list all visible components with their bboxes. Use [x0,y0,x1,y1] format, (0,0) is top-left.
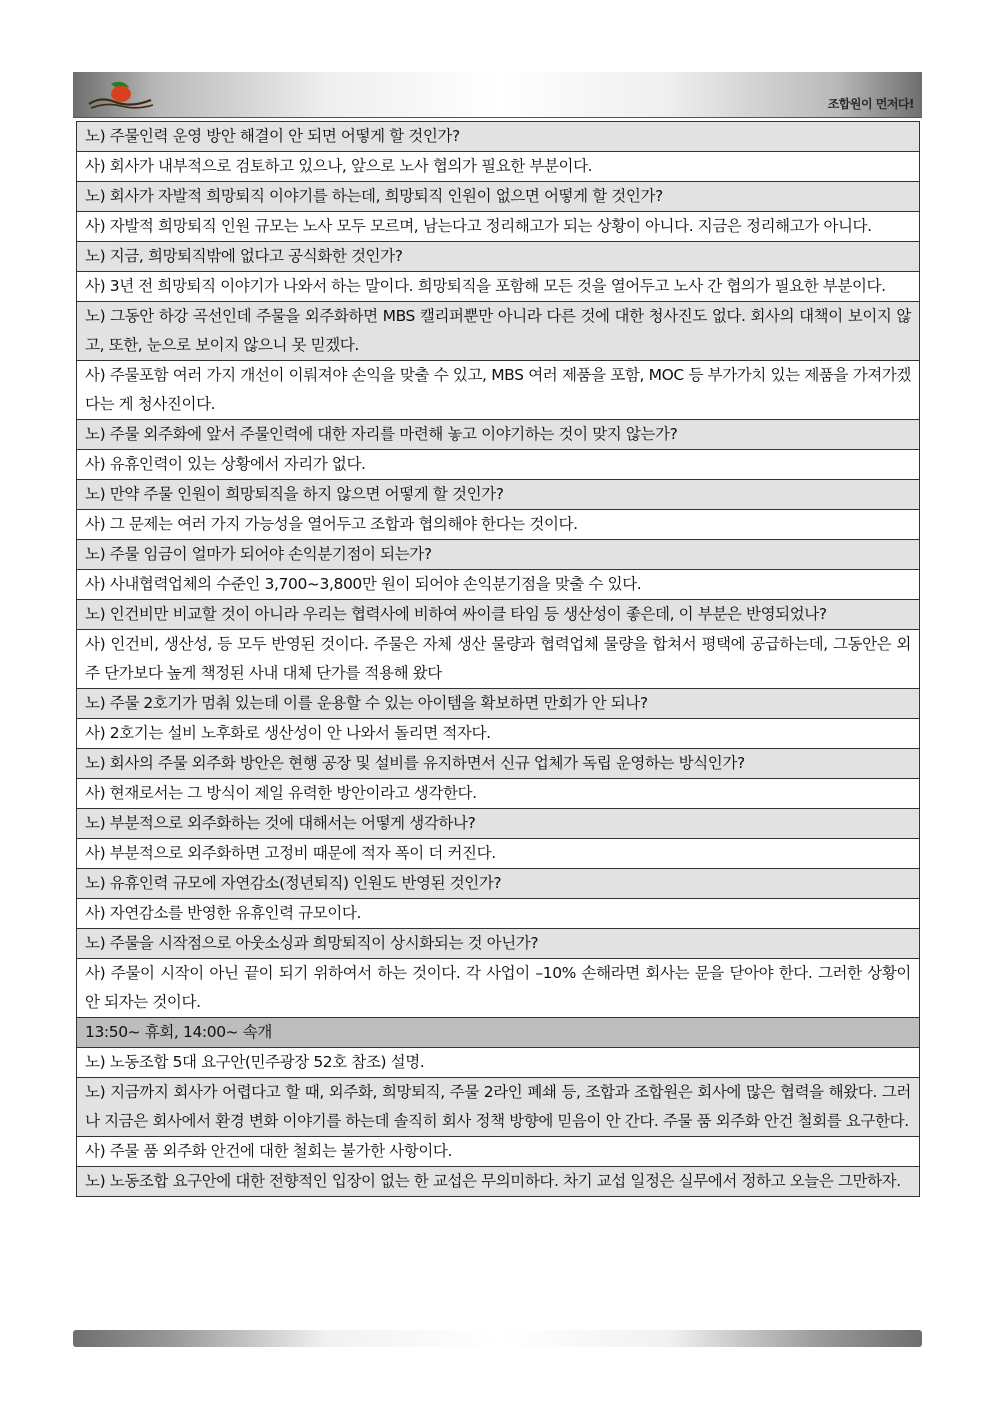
page-footer-bar [73,1330,922,1347]
company-statement-row: 사) 부분적으로 외주화하면 고정비 때문에 적자 폭이 더 커진다. [77,839,919,869]
company-statement-row: 사) 그 문제는 여러 가지 가능성을 열어두고 조합과 협의해야 한다는 것이다. [77,510,919,540]
recess-row: 13:50~ 휴회, 14:00~ 속개 [77,1018,919,1048]
company-statement-row: 사) 주물이 시작이 아닌 끝이 되기 위하여서 하는 것이다. 각 사업이 –10% 손해라면 회사는 문을 닫아야 한다. 그러한 상황이 안 되자는 것이다. [77,959,919,1018]
company-statement-row: 사) 자연감소를 반영한 유휴인력 규모이다. [77,899,919,929]
company-statement-row: 사) 사내협력업체의 수준인 3,700~3,800만 원이 되어야 손익분기점을 맞출 수 있다. [77,570,919,600]
union-statement-row: 노) 부분적으로 외주화하는 것에 대해서는 어떻게 생각하나? [77,809,919,839]
union-statement-row: 노) 주물을 시작점으로 아웃소싱과 희망퇴직이 상시화되는 것 아닌가? [77,929,919,959]
union-statement-row: 노) 지금, 희망퇴직밖에 없다고 공식화한 것인가? [77,242,919,272]
company-statement-row: 사) 유휴인력이 있는 상황에서 자리가 없다. [77,450,919,480]
union-statement-row: 노) 유휴인력 규모에 자연감소(정년퇴직) 인원도 반영된 것인가? [77,869,919,899]
union-logo-icon [81,80,161,110]
company-statement-row: 사) 회사가 내부적으로 검토하고 있으나, 앞으로 노사 협의가 필요한 부분이다. [77,152,919,182]
header-slogan: 조합원이 먼저다! [827,97,914,111]
company-statement-row: 사) 주물 품 외주화 안건에 대한 철회는 불가한 사항이다. [77,1137,919,1167]
union-statement-row: 노) 주물 2호기가 멈춰 있는데 이를 운용할 수 있는 아이템을 확보하면 만회가 안 되나? [77,689,919,719]
union-statement-row: 노) 주물인력 운영 방안 해결이 안 되면 어떻게 할 것인가? [77,122,919,152]
company-statement-row: 사) 3년 전 희망퇴직 이야기가 나와서 하는 말이다. 희망퇴직을 포함해 모든 것을 열어두고 노사 간 협의가 필요한 부분이다. [77,272,919,302]
company-statement-row: 사) 2호기는 설비 노후화로 생산성이 안 나와서 돌리면 적자다. [77,719,919,749]
union-statement-row: 노) 노동조합 요구안에 대한 전향적인 입장이 없는 한 교섭은 무의미하다. 차기 교섭 일정은 실무에서 정하고 오늘은 그만하자. [77,1167,919,1196]
minutes-table [76,121,920,1197]
union-statement-row: 노) 회사의 주물 외주화 방안은 현행 공장 및 설비를 유지하면서 신규 업체가 독립 운영하는 방식인가? [77,749,919,779]
company-statement-row: 사) 현재로서는 그 방식이 제일 유력한 방안이라고 생각한다. [77,779,919,809]
union-statement-row: 노) 주물 외주화에 앞서 주물인력에 대한 자리를 마련해 놓고 이야기하는 것이 맞지 않는가? [77,420,919,450]
union-statement-row: 노) 주물 임금이 얼마가 되어야 손익분기점이 되는가? [77,540,919,570]
union-statement-row: 노) 지금까지 회사가 어렵다고 할 때, 외주화, 희망퇴직, 주물 2라인 폐쇄 등, 조합과 조합원은 회사에 많은 협력을 해왔다. 그러나 지금은 회사에서 환경 변화 이야기를 하는데 솔직히 회사 정책 방향에 믿음이 안 간다. 주물 품 외주화 안건 철회를 요구한다. [77,1078,919,1137]
page-header [73,72,922,117]
company-statement-row: 노) 노동조합 5대 요구안(민주광장 52호 참조) 설명. [77,1048,919,1078]
union-statement-row: 노) 회사가 자발적 희망퇴직 이야기를 하는데, 희망퇴직 인원이 없으면 어떻게 할 것인가? [77,182,919,212]
union-statement-row: 노) 만약 주물 인원이 희망퇴직을 하지 않으면 어떻게 할 것인가? [77,480,919,510]
company-statement-row: 사) 인건비, 생산성, 등 모두 반영된 것이다. 주물은 자체 생산 물량과 협력업체 물량을 합쳐서 평택에 공급하는데, 그동안은 외주 단가보다 높게 책정된 사내 대체 단가를 적용해 왔다 [77,630,919,689]
company-statement-row: 사) 주물포함 여러 가지 개선이 이뤄져야 손익을 맞출 수 있고, MBS 여러 제품을 포함, MOC 등 부가가치 있는 제품을 가져가겠다는 게 청사진이다. [77,361,919,420]
union-statement-row: 노) 그동안 하강 곡선인데 주물을 외주화하면 MBS 캘리퍼뿐만 아니라 다른 것에 대한 청사진도 없다. 회사의 대책이 보이지 않고, 또한, 눈으로 보이지 않으니 못 믿겠다. [77,302,919,361]
union-statement-row: 노) 인건비만 비교할 것이 아니라 우리는 협력사에 비하여 싸이클 타임 등 생산성이 좋은데, 이 부분은 반영되었나? [77,600,919,630]
company-statement-row: 사) 자발적 희망퇴직 인원 규모는 노사 모두 모르며, 남는다고 정리해고가 되는 상황이 아니다. 지금은 정리해고가 아니다. [77,212,919,242]
